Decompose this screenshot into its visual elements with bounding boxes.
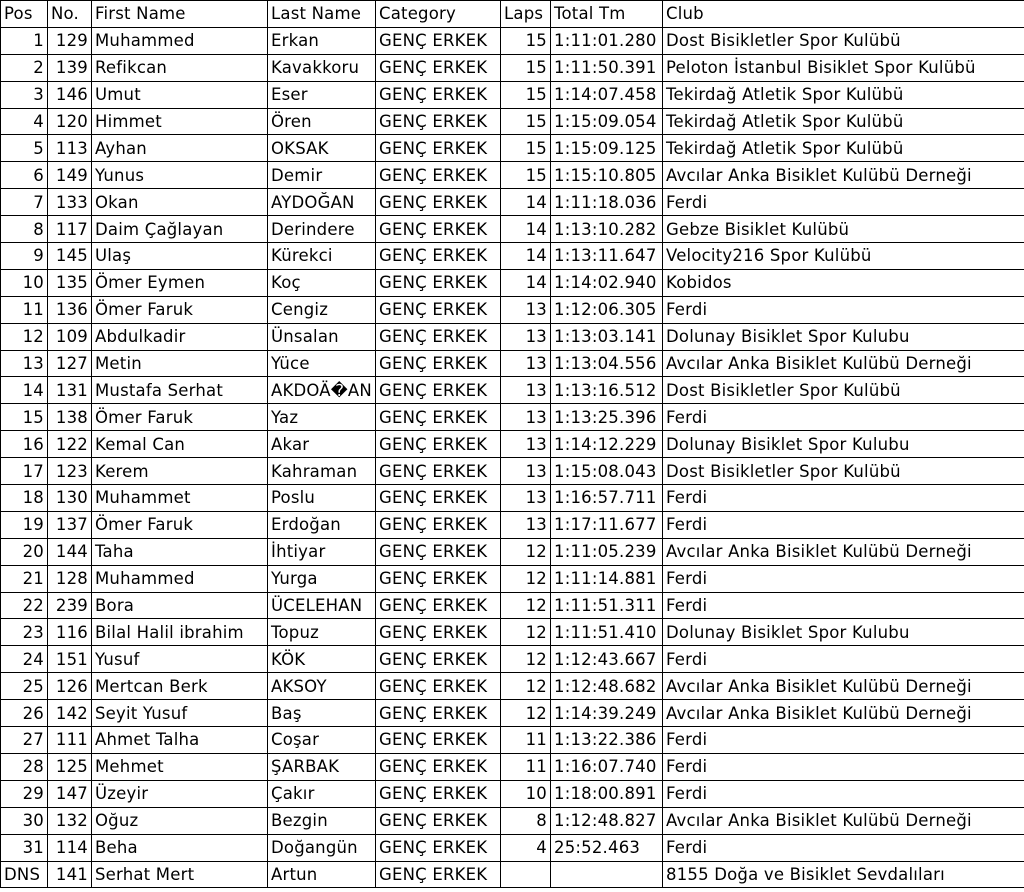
time-cell: 1:13:25.396 bbox=[551, 404, 663, 431]
club-cell: Dolunay Bisiklet Spor Kulubu bbox=[663, 323, 1024, 350]
club-cell: Ferdi bbox=[663, 592, 1024, 619]
table-row bbox=[1, 377, 1024, 404]
first-name-cell: Kerem bbox=[92, 458, 268, 485]
time-cell: 1:11:01.280 bbox=[551, 27, 663, 54]
category-cell: GENÇ ERKEK bbox=[376, 108, 501, 135]
category-cell: GENÇ ERKEK bbox=[376, 296, 501, 323]
club-cell: Avcılar Anka Bisiklet Kulübü Derneği bbox=[663, 700, 1024, 727]
no-cell: 113 bbox=[48, 135, 92, 162]
category-cell: GENÇ ERKEK bbox=[376, 538, 501, 565]
last-name-cell: Çakır bbox=[268, 780, 376, 807]
club-cell: Dolunay Bisiklet Spor Kulubu bbox=[663, 431, 1024, 458]
laps-cell: 12 bbox=[501, 592, 551, 619]
time-cell: 1:16:07.740 bbox=[551, 753, 663, 780]
club-cell: Gebze Bisiklet Kulübü bbox=[663, 216, 1024, 243]
laps-cell: 14 bbox=[501, 216, 551, 243]
laps-cell: 8 bbox=[501, 807, 551, 834]
no-cell: 116 bbox=[48, 619, 92, 646]
laps-cell: 12 bbox=[501, 700, 551, 727]
table-row bbox=[1, 350, 1024, 377]
category-cell: GENÇ ERKEK bbox=[376, 780, 501, 807]
last-name-cell: Erdoğan bbox=[268, 511, 376, 538]
first-name-cell: Mustafa Serhat bbox=[92, 377, 268, 404]
no-cell: 139 bbox=[48, 54, 92, 81]
laps-cell: 15 bbox=[501, 27, 551, 54]
table-row bbox=[1, 780, 1024, 807]
category-cell: GENÇ ERKEK bbox=[376, 727, 501, 754]
no-cell: 135 bbox=[48, 269, 92, 296]
no-cell: 145 bbox=[48, 243, 92, 270]
category-cell: GENÇ ERKEK bbox=[376, 646, 501, 673]
first-name-cell: Muhammet bbox=[92, 485, 268, 512]
time-cell: 1:11:50.391 bbox=[551, 54, 663, 81]
time-cell: 1:14:07.458 bbox=[551, 81, 663, 108]
pos-cell: 19 bbox=[1, 511, 48, 538]
pos-cell: 29 bbox=[1, 780, 48, 807]
last-name-cell: Bezgin bbox=[268, 807, 376, 834]
club-cell: Dost Bisikletler Spor Kulübü bbox=[663, 377, 1024, 404]
pos-cell: 20 bbox=[1, 538, 48, 565]
first-name-cell: Refikcan bbox=[92, 54, 268, 81]
col-header-last-name: Last Name bbox=[268, 1, 376, 28]
club-cell: Avcılar Anka Bisiklet Kulübü Derneği bbox=[663, 807, 1024, 834]
last-name-cell: Kavakkoru bbox=[268, 54, 376, 81]
table-row bbox=[1, 404, 1024, 431]
category-cell: GENÇ ERKEK bbox=[376, 485, 501, 512]
table-row bbox=[1, 243, 1024, 270]
last-name-cell: Yurga bbox=[268, 565, 376, 592]
category-cell: GENÇ ERKEK bbox=[376, 565, 501, 592]
last-name-cell: Baş bbox=[268, 700, 376, 727]
no-cell: 122 bbox=[48, 431, 92, 458]
laps-cell: 12 bbox=[501, 673, 551, 700]
col-header-laps: Laps bbox=[501, 1, 551, 28]
laps-cell: 13 bbox=[501, 431, 551, 458]
category-cell: GENÇ ERKEK bbox=[376, 404, 501, 431]
laps-cell: 15 bbox=[501, 135, 551, 162]
time-cell: 1:11:51.410 bbox=[551, 619, 663, 646]
table-row bbox=[1, 216, 1024, 243]
first-name-cell: Mehmet bbox=[92, 753, 268, 780]
last-name-cell: OKSAK bbox=[268, 135, 376, 162]
pos-cell: 21 bbox=[1, 565, 48, 592]
category-cell: GENÇ ERKEK bbox=[376, 431, 501, 458]
club-cell: Tekirdağ Atletik Spor Kulübü bbox=[663, 81, 1024, 108]
first-name-cell: Serhat Mert bbox=[92, 861, 268, 888]
pos-cell: 15 bbox=[1, 404, 48, 431]
time-cell: 1:15:09.054 bbox=[551, 108, 663, 135]
last-name-cell: Eser bbox=[268, 81, 376, 108]
club-cell: Ferdi bbox=[663, 727, 1024, 754]
club-cell: Ferdi bbox=[663, 189, 1024, 216]
club-cell: Tekirdağ Atletik Spor Kulübü bbox=[663, 108, 1024, 135]
laps-cell: 15 bbox=[501, 162, 551, 189]
no-cell: 149 bbox=[48, 162, 92, 189]
laps-cell: 14 bbox=[501, 189, 551, 216]
first-name-cell: Oğuz bbox=[92, 807, 268, 834]
table-row bbox=[1, 538, 1024, 565]
category-cell: GENÇ ERKEK bbox=[376, 807, 501, 834]
pos-cell: 28 bbox=[1, 753, 48, 780]
last-name-cell: AKSOY bbox=[268, 673, 376, 700]
pos-cell: 17 bbox=[1, 458, 48, 485]
table-row bbox=[1, 511, 1024, 538]
pos-cell: 31 bbox=[1, 834, 48, 861]
time-cell: 1:17:11.677 bbox=[551, 511, 663, 538]
category-cell: GENÇ ERKEK bbox=[376, 592, 501, 619]
last-name-cell: İhtiyar bbox=[268, 538, 376, 565]
table-row bbox=[1, 323, 1024, 350]
no-cell: 141 bbox=[48, 861, 92, 888]
table-row bbox=[1, 646, 1024, 673]
club-cell: Peloton İstanbul Bisiklet Spor Kulübü bbox=[663, 54, 1024, 81]
table-row bbox=[1, 807, 1024, 834]
results-body bbox=[1, 27, 1024, 888]
time-cell: 1:12:06.305 bbox=[551, 296, 663, 323]
category-cell: GENÇ ERKEK bbox=[376, 243, 501, 270]
club-cell: Kobidos bbox=[663, 269, 1024, 296]
no-cell: 123 bbox=[48, 458, 92, 485]
category-cell: GENÇ ERKEK bbox=[376, 189, 501, 216]
category-cell: GENÇ ERKEK bbox=[376, 27, 501, 54]
first-name-cell: Üzeyir bbox=[92, 780, 268, 807]
first-name-cell: Ömer Eymen bbox=[92, 269, 268, 296]
category-cell: GENÇ ERKEK bbox=[376, 323, 501, 350]
first-name-cell: Ömer Faruk bbox=[92, 511, 268, 538]
laps-cell: 12 bbox=[501, 565, 551, 592]
first-name-cell: Mertcan Berk bbox=[92, 673, 268, 700]
club-cell: Dost Bisikletler Spor Kulübü bbox=[663, 458, 1024, 485]
category-cell: GENÇ ERKEK bbox=[376, 700, 501, 727]
pos-cell: 10 bbox=[1, 269, 48, 296]
club-cell: Avcılar Anka Bisiklet Kulübü Derneği bbox=[663, 162, 1024, 189]
table-row bbox=[1, 269, 1024, 296]
laps-cell: 13 bbox=[501, 350, 551, 377]
time-cell: 1:11:18.036 bbox=[551, 189, 663, 216]
time-cell: 1:13:04.556 bbox=[551, 350, 663, 377]
club-cell: Ferdi bbox=[663, 296, 1024, 323]
first-name-cell: Abdulkadir bbox=[92, 323, 268, 350]
time-cell: 1:14:12.229 bbox=[551, 431, 663, 458]
pos-cell: 18 bbox=[1, 485, 48, 512]
last-name-cell: ŞARBAK bbox=[268, 753, 376, 780]
time-cell: 1:16:57.711 bbox=[551, 485, 663, 512]
first-name-cell: Ömer Faruk bbox=[92, 296, 268, 323]
first-name-cell: Bilal Halil ibrahim bbox=[92, 619, 268, 646]
no-cell: 109 bbox=[48, 323, 92, 350]
time-cell: 1:13:10.282 bbox=[551, 216, 663, 243]
laps-cell: 14 bbox=[501, 243, 551, 270]
table-row bbox=[1, 861, 1024, 888]
no-cell: 136 bbox=[48, 296, 92, 323]
table-row bbox=[1, 189, 1024, 216]
no-cell: 137 bbox=[48, 511, 92, 538]
time-cell: 1:15:10.805 bbox=[551, 162, 663, 189]
no-cell: 125 bbox=[48, 753, 92, 780]
no-cell: 239 bbox=[48, 592, 92, 619]
table-row bbox=[1, 458, 1024, 485]
pos-cell: 22 bbox=[1, 592, 48, 619]
category-cell: GENÇ ERKEK bbox=[376, 54, 501, 81]
first-name-cell: Umut bbox=[92, 81, 268, 108]
laps-cell: 14 bbox=[501, 269, 551, 296]
pos-cell: 9 bbox=[1, 243, 48, 270]
first-name-cell: Beha bbox=[92, 834, 268, 861]
laps-cell: 4 bbox=[501, 834, 551, 861]
category-cell: GENÇ ERKEK bbox=[376, 861, 501, 888]
no-cell: 129 bbox=[48, 27, 92, 54]
last-name-cell: Yüce bbox=[268, 350, 376, 377]
first-name-cell: Ahmet Talha bbox=[92, 727, 268, 754]
pos-cell: DNS bbox=[1, 861, 48, 888]
table-row bbox=[1, 431, 1024, 458]
pos-cell: 25 bbox=[1, 673, 48, 700]
table-row bbox=[1, 81, 1024, 108]
time-cell: 1:18:00.891 bbox=[551, 780, 663, 807]
first-name-cell: Yunus bbox=[92, 162, 268, 189]
last-name-cell: AYDOĞAN bbox=[268, 189, 376, 216]
table-row bbox=[1, 619, 1024, 646]
table-row bbox=[1, 485, 1024, 512]
table-row bbox=[1, 27, 1024, 54]
table-row bbox=[1, 54, 1024, 81]
pos-cell: 16 bbox=[1, 431, 48, 458]
laps-cell: 13 bbox=[501, 296, 551, 323]
last-name-cell: Akar bbox=[268, 431, 376, 458]
category-cell: GENÇ ERKEK bbox=[376, 753, 501, 780]
col-header-category: Category bbox=[376, 1, 501, 28]
last-name-cell: Cengiz bbox=[268, 296, 376, 323]
first-name-cell: Yusuf bbox=[92, 646, 268, 673]
time-cell: 1:13:11.647 bbox=[551, 243, 663, 270]
pos-cell: 7 bbox=[1, 189, 48, 216]
time-cell: 1:14:39.249 bbox=[551, 700, 663, 727]
time-cell: 1:15:08.043 bbox=[551, 458, 663, 485]
time-cell: 1:12:48.682 bbox=[551, 673, 663, 700]
club-cell: Ferdi bbox=[663, 753, 1024, 780]
no-cell: 127 bbox=[48, 350, 92, 377]
first-name-cell: Seyit Yusuf bbox=[92, 700, 268, 727]
club-cell: Avcılar Anka Bisiklet Kulübü Derneği bbox=[663, 538, 1024, 565]
pos-cell: 30 bbox=[1, 807, 48, 834]
club-cell: Tekirdağ Atletik Spor Kulübü bbox=[663, 135, 1024, 162]
table-row bbox=[1, 565, 1024, 592]
last-name-cell: Artun bbox=[268, 861, 376, 888]
category-cell: GENÇ ERKEK bbox=[376, 350, 501, 377]
first-name-cell: Himmet bbox=[92, 108, 268, 135]
col-header-total-time: Total Tm bbox=[551, 1, 663, 28]
club-cell: Dolunay Bisiklet Spor Kulubu bbox=[663, 619, 1024, 646]
category-cell: GENÇ ERKEK bbox=[376, 269, 501, 296]
last-name-cell: Erkan bbox=[268, 27, 376, 54]
laps-cell bbox=[501, 861, 551, 888]
time-cell: 1:14:02.940 bbox=[551, 269, 663, 296]
time-cell: 1:11:05.239 bbox=[551, 538, 663, 565]
col-header-pos: Pos bbox=[1, 1, 48, 28]
time-cell bbox=[551, 861, 663, 888]
col-header-no: No. bbox=[48, 1, 92, 28]
category-cell: GENÇ ERKEK bbox=[376, 216, 501, 243]
category-cell: GENÇ ERKEK bbox=[376, 619, 501, 646]
no-cell: 120 bbox=[48, 108, 92, 135]
table-row bbox=[1, 296, 1024, 323]
table-row bbox=[1, 834, 1024, 861]
category-cell: GENÇ ERKEK bbox=[376, 377, 501, 404]
no-cell: 111 bbox=[48, 727, 92, 754]
time-cell: 25:52.463 bbox=[551, 834, 663, 861]
last-name-cell: Derindere bbox=[268, 216, 376, 243]
last-name-cell: Poslu bbox=[268, 485, 376, 512]
no-cell: 142 bbox=[48, 700, 92, 727]
laps-cell: 13 bbox=[501, 511, 551, 538]
club-cell: Ferdi bbox=[663, 834, 1024, 861]
category-cell: GENÇ ERKEK bbox=[376, 162, 501, 189]
club-cell: Avcılar Anka Bisiklet Kulübü Derneği bbox=[663, 673, 1024, 700]
pos-cell: 26 bbox=[1, 700, 48, 727]
table-row bbox=[1, 592, 1024, 619]
last-name-cell: Kahraman bbox=[268, 458, 376, 485]
first-name-cell: Muhammed bbox=[92, 27, 268, 54]
club-cell: Ferdi bbox=[663, 646, 1024, 673]
no-cell: 114 bbox=[48, 834, 92, 861]
no-cell: 133 bbox=[48, 189, 92, 216]
laps-cell: 13 bbox=[501, 404, 551, 431]
pos-cell: 1 bbox=[1, 27, 48, 54]
pos-cell: 12 bbox=[1, 323, 48, 350]
first-name-cell: Kemal Can bbox=[92, 431, 268, 458]
club-cell: Avcılar Anka Bisiklet Kulübü Derneği bbox=[663, 350, 1024, 377]
category-cell: GENÇ ERKEK bbox=[376, 511, 501, 538]
first-name-cell: Taha bbox=[92, 538, 268, 565]
header-row bbox=[1, 1, 1024, 28]
last-name-cell: Coşar bbox=[268, 727, 376, 754]
first-name-cell: Daim Çağlayan bbox=[92, 216, 268, 243]
club-cell: Ferdi bbox=[663, 511, 1024, 538]
club-cell: Velocity216 Spor Kulübü bbox=[663, 243, 1024, 270]
first-name-cell: Ulaş bbox=[92, 243, 268, 270]
laps-cell: 12 bbox=[501, 646, 551, 673]
laps-cell: 13 bbox=[501, 377, 551, 404]
no-cell: 146 bbox=[48, 81, 92, 108]
pos-cell: 4 bbox=[1, 108, 48, 135]
club-cell: 8155 Doğa ve Bisiklet Sevdalıları bbox=[663, 861, 1024, 888]
no-cell: 126 bbox=[48, 673, 92, 700]
time-cell: 1:12:48.827 bbox=[551, 807, 663, 834]
last-name-cell: Kürekci bbox=[268, 243, 376, 270]
no-cell: 144 bbox=[48, 538, 92, 565]
time-cell: 1:11:14.881 bbox=[551, 565, 663, 592]
laps-cell: 15 bbox=[501, 81, 551, 108]
pos-cell: 13 bbox=[1, 350, 48, 377]
table-row bbox=[1, 162, 1024, 189]
pos-cell: 27 bbox=[1, 727, 48, 754]
laps-cell: 12 bbox=[501, 619, 551, 646]
first-name-cell: Ayhan bbox=[92, 135, 268, 162]
laps-cell: 11 bbox=[501, 753, 551, 780]
laps-cell: 11 bbox=[501, 727, 551, 754]
table-row bbox=[1, 753, 1024, 780]
laps-cell: 15 bbox=[501, 54, 551, 81]
no-cell: 132 bbox=[48, 807, 92, 834]
club-cell: Ferdi bbox=[663, 485, 1024, 512]
time-cell: 1:13:22.386 bbox=[551, 727, 663, 754]
pos-cell: 11 bbox=[1, 296, 48, 323]
pos-cell: 23 bbox=[1, 619, 48, 646]
time-cell: 1:11:51.311 bbox=[551, 592, 663, 619]
no-cell: 131 bbox=[48, 377, 92, 404]
table-row bbox=[1, 135, 1024, 162]
time-cell: 1:13:03.141 bbox=[551, 323, 663, 350]
pos-cell: 24 bbox=[1, 646, 48, 673]
time-cell: 1:12:43.667 bbox=[551, 646, 663, 673]
last-name-cell: AKDOÄ�AN bbox=[268, 377, 376, 404]
category-cell: GENÇ ERKEK bbox=[376, 135, 501, 162]
table-row bbox=[1, 673, 1024, 700]
category-cell: GENÇ ERKEK bbox=[376, 673, 501, 700]
last-name-cell: KÖK bbox=[268, 646, 376, 673]
first-name-cell: Ömer Faruk bbox=[92, 404, 268, 431]
laps-cell: 13 bbox=[501, 458, 551, 485]
club-cell: Ferdi bbox=[663, 565, 1024, 592]
col-header-club: Club bbox=[663, 1, 1024, 28]
club-cell: Ferdi bbox=[663, 780, 1024, 807]
laps-cell: 13 bbox=[501, 485, 551, 512]
laps-cell: 12 bbox=[501, 538, 551, 565]
laps-cell: 10 bbox=[501, 780, 551, 807]
club-cell: Ferdi bbox=[663, 404, 1024, 431]
first-name-cell: Metin bbox=[92, 350, 268, 377]
category-cell: GENÇ ERKEK bbox=[376, 834, 501, 861]
no-cell: 117 bbox=[48, 216, 92, 243]
category-cell: GENÇ ERKEK bbox=[376, 458, 501, 485]
col-header-first-name: First Name bbox=[92, 1, 268, 28]
laps-cell: 15 bbox=[501, 108, 551, 135]
no-cell: 128 bbox=[48, 565, 92, 592]
pos-cell: 14 bbox=[1, 377, 48, 404]
table-row bbox=[1, 108, 1024, 135]
last-name-cell: Demir bbox=[268, 162, 376, 189]
pos-cell: 2 bbox=[1, 54, 48, 81]
last-name-cell: ÜCELEHAN bbox=[268, 592, 376, 619]
last-name-cell: Yaz bbox=[268, 404, 376, 431]
club-cell: Dost Bisikletler Spor Kulübü bbox=[663, 27, 1024, 54]
last-name-cell: Ören bbox=[268, 108, 376, 135]
table-row bbox=[1, 727, 1024, 754]
last-name-cell: Doğangün bbox=[268, 834, 376, 861]
pos-cell: 5 bbox=[1, 135, 48, 162]
first-name-cell: Bora bbox=[92, 592, 268, 619]
pos-cell: 6 bbox=[1, 162, 48, 189]
time-cell: 1:13:16.512 bbox=[551, 377, 663, 404]
no-cell: 130 bbox=[48, 485, 92, 512]
last-name-cell: Topuz bbox=[268, 619, 376, 646]
pos-cell: 3 bbox=[1, 81, 48, 108]
time-cell: 1:15:09.125 bbox=[551, 135, 663, 162]
table-row bbox=[1, 700, 1024, 727]
pos-cell: 8 bbox=[1, 216, 48, 243]
no-cell: 138 bbox=[48, 404, 92, 431]
last-name-cell: Koç bbox=[268, 269, 376, 296]
last-name-cell: Ünsalan bbox=[268, 323, 376, 350]
laps-cell: 13 bbox=[501, 323, 551, 350]
category-cell: GENÇ ERKEK bbox=[376, 81, 501, 108]
no-cell: 151 bbox=[48, 646, 92, 673]
first-name-cell: Okan bbox=[92, 189, 268, 216]
first-name-cell: Muhammed bbox=[92, 565, 268, 592]
no-cell: 147 bbox=[48, 780, 92, 807]
